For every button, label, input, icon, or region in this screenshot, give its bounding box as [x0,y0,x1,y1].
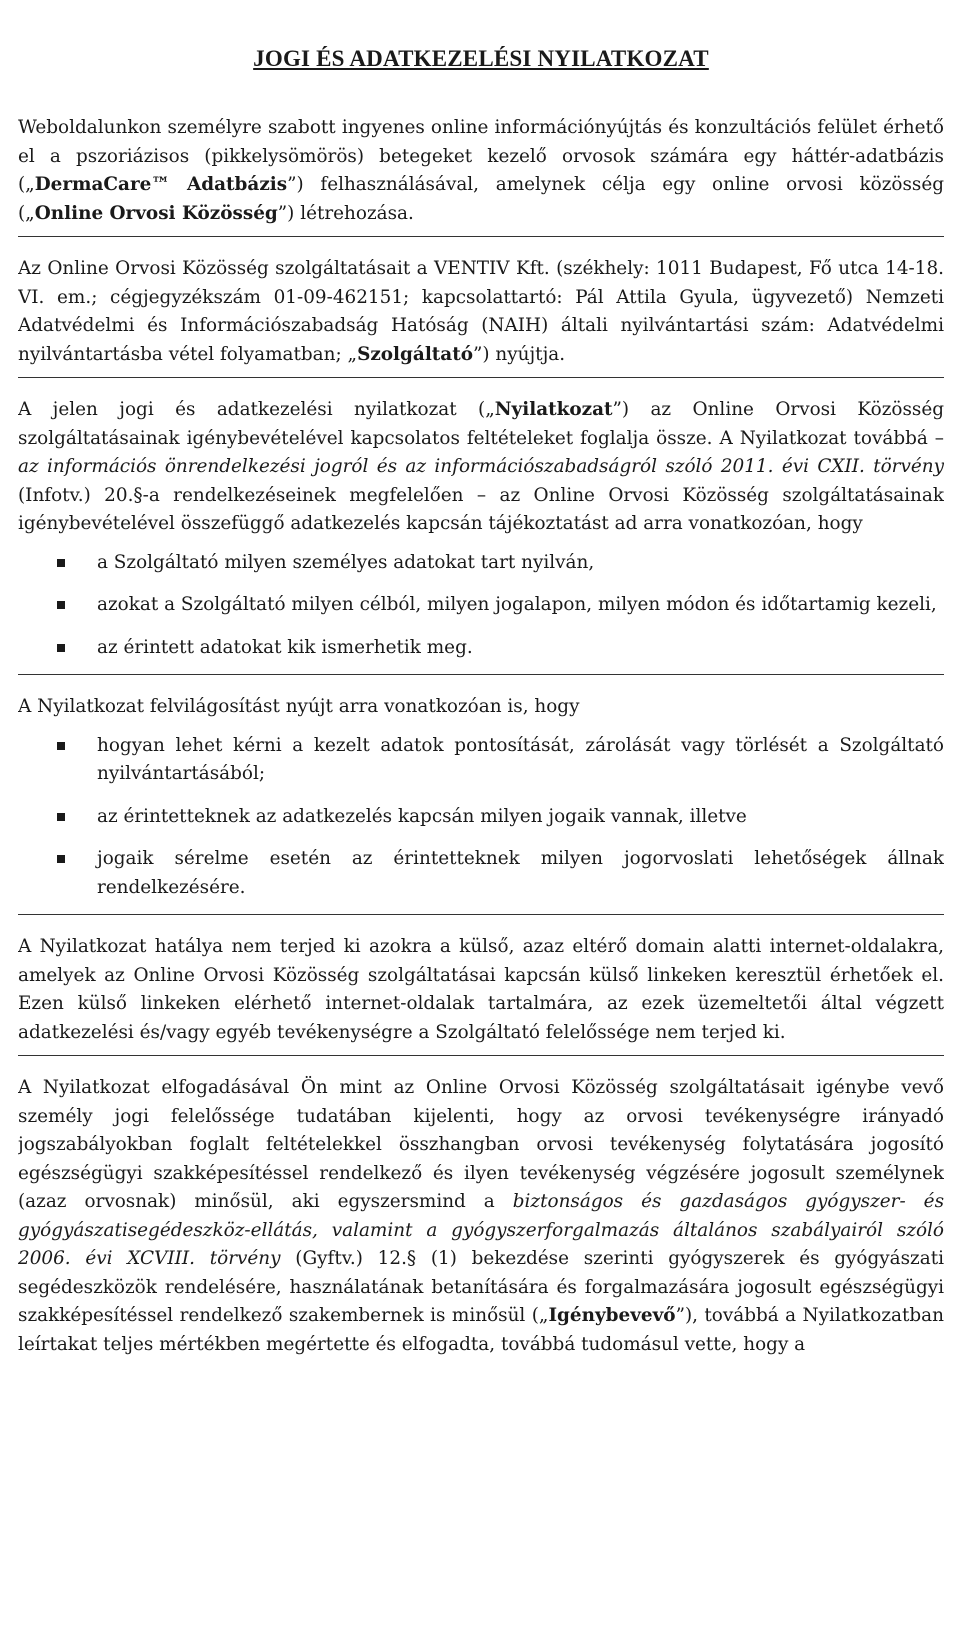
list-item-text: azokat a Szolgáltató milyen célból, milyen jogalapon, milyen módon és időtartamig kezeli, [97,594,937,615]
bullet-list-rights [18,732,944,903]
list-item [18,845,944,902]
list-item-text: hogyan lehet kérni a kezelt adatok pontosítását, zárolását vagy törlését a Szolgáltató nyilvántartásából; [97,734,944,784]
square-bullet-icon [57,601,65,609]
term-online-community: Online Orvosi Közösség [34,202,278,224]
term-dermacare-database: DermaCare™ Adatbázis [34,174,288,195]
term-user: Igénybevevő [548,1305,676,1326]
text-fragment: A Nyilatkozat elfogadásával Ön mint az Online Orvosi Közösség szolgáltatásait igénybe vevő személy jogi felelőssége tudatában kijelenti, hogy az orvosi tevékenységre irányadó jogszabályokban foglalt feltételekkel összhangban orvosi tevékenység folytatására jogosító egészségügyi szakképesítéssel rendelkező és ilyen tevékenység végzésére jogosult személynek (azaz orvosnak) minősül, aki egyszersmind a [18,1077,944,1212]
text-fragment: ”), továbbá a Nyilatkozatban leírtakat teljes mértékben megértette és elfogadta, továbbá tudomásul vette, hogy a [18,1305,944,1355]
square-bullet-icon [57,644,65,652]
list-item-text: az érintett adatokat kik ismerhetik meg. [97,636,473,658]
list-item [18,732,944,789]
paragraph-rights-intro: A Nyilatkozat felvilágosítást nyújt arra vonatkozóan is, hogy [18,696,580,717]
text-fragment: ”) nyújtja. [472,343,566,365]
text-fragment: A jelen jogi és adatkezelési nyilatkozat („ [18,399,495,420]
text-fragment: (Gyftv.) 12.§ (1) bekezdése szerinti gyógyszerek és gyógyászati segédeszközök rendelésére, használatának betanítására és forgalmazására jogosult egészségügyi szakképesítéssel rendelkező szakembernek is minősül („ [18,1248,944,1326]
square-bullet-icon [57,813,65,821]
list-item-text: a Szolgáltató milyen személyes adatokat tart nyilván, [97,551,595,573]
list-item [18,549,944,578]
paragraph-provider [18,255,944,369]
square-bullet-icon [57,559,65,567]
paragraph-acceptance [18,1074,944,1359]
document-page [18,0,944,1629]
section-external-links [18,933,944,1056]
section-provider [18,255,944,378]
list-item-text: jogaik sérelme esetén az érintetteknek milyen jogorvoslati lehetőségek állnak rendelkezésére. [97,848,944,898]
text-fragment: ”) létrehozása. [277,202,414,224]
paragraph-introduction [18,114,944,228]
term-provider: Szolgáltató [357,343,473,365]
section-rights [18,693,944,915]
list-item [18,803,944,832]
section-introduction [18,114,944,237]
section-statement-scope [18,396,944,675]
text-fragment: Weboldalunkon személyre szabott ingyenes online információnyújtás és konzultációs felület érhető el a pszoriázisos (pikkelysömörös) betegeket kezelő orvosok számára egy háttér-adatbázis („ [18,117,944,195]
square-bullet-icon [57,855,65,863]
list-item-text: az érintetteknek az adatkezelés kapcsán milyen jogaik vannak, illetve [97,805,747,827]
text-fragment: (Infotv.) 20.§-a rendelkezéseinek megfelelően – az Online Orvosi Közösség szolgáltatásainak igénybevételével összefüggő adatkezelés kapcsán tájékoztatást ad arra vonatkozóan, hogy [18,484,944,534]
text-fragment: Az Online Orvosi Közösség szolgáltatásait a VENTIV Kft. (székhely: 1011 Budapest, Fő utca 14-18. VI. em.; cégjegyzékszám 01-09-462151; kapcsolattartó: Pál Attila Gyula, ügyvezető) Nemzeti Adatvédelmi és Információszabadság Hatóság (NAIH) általi nyilvántartási szám: Adatvédelmi nyilvántartásba vétel folyamatban; „ [18,258,944,365]
square-bullet-icon [57,742,65,750]
text-fragment: ”) felhasználásával, amelynek célja egy online orvosi közösség („ [18,174,944,224]
paragraph-statement-scope [18,396,944,539]
list-item [18,591,944,620]
page-title: JOGI ÉS ADATKEZELÉSI NYILATKOZAT [253,46,709,71]
section-acceptance [18,1074,944,1367]
bullet-list-data-handling [18,549,944,663]
text-fragment: ”) az Online Orvosi Közösség szolgáltatásainak igénybevételével kapcsolatos feltételeket foglalja össze. A Nyilatkozat továbbá – [18,399,944,449]
law-reference-gyftv: biztonságos és gazdaságos gyógyszer- és gyógyászatisegédeszköz-ellátás, valamint a gyógyszerforgalmazás általános szabályairól szóló 2006. évi XCVIII. törvény [18,1191,944,1269]
paragraph-external-links: A Nyilatkozat hatálya nem terjed ki azokra a külső, azaz eltérő domain alatti internet-oldalakra, amelyek az Online Orvosi Közösség szolgáltatásai kapcsán külső linkeken keresztül érhetőek el. Ezen külső linkeken elérhető internet-oldalak tartalmára, az ezek üzemeltetői által végzett adatkezelési és/vagy egyéb tevékenységre a Szolgáltató felelőssége nem terjed ki. [18,936,944,1043]
law-reference-infotv: az információs önrendelkezési jogról és az információszabadságról szóló 2011. évi CXII. törvény [18,456,944,477]
term-statement: Nyilatkozat [494,399,613,420]
list-item [18,634,944,663]
